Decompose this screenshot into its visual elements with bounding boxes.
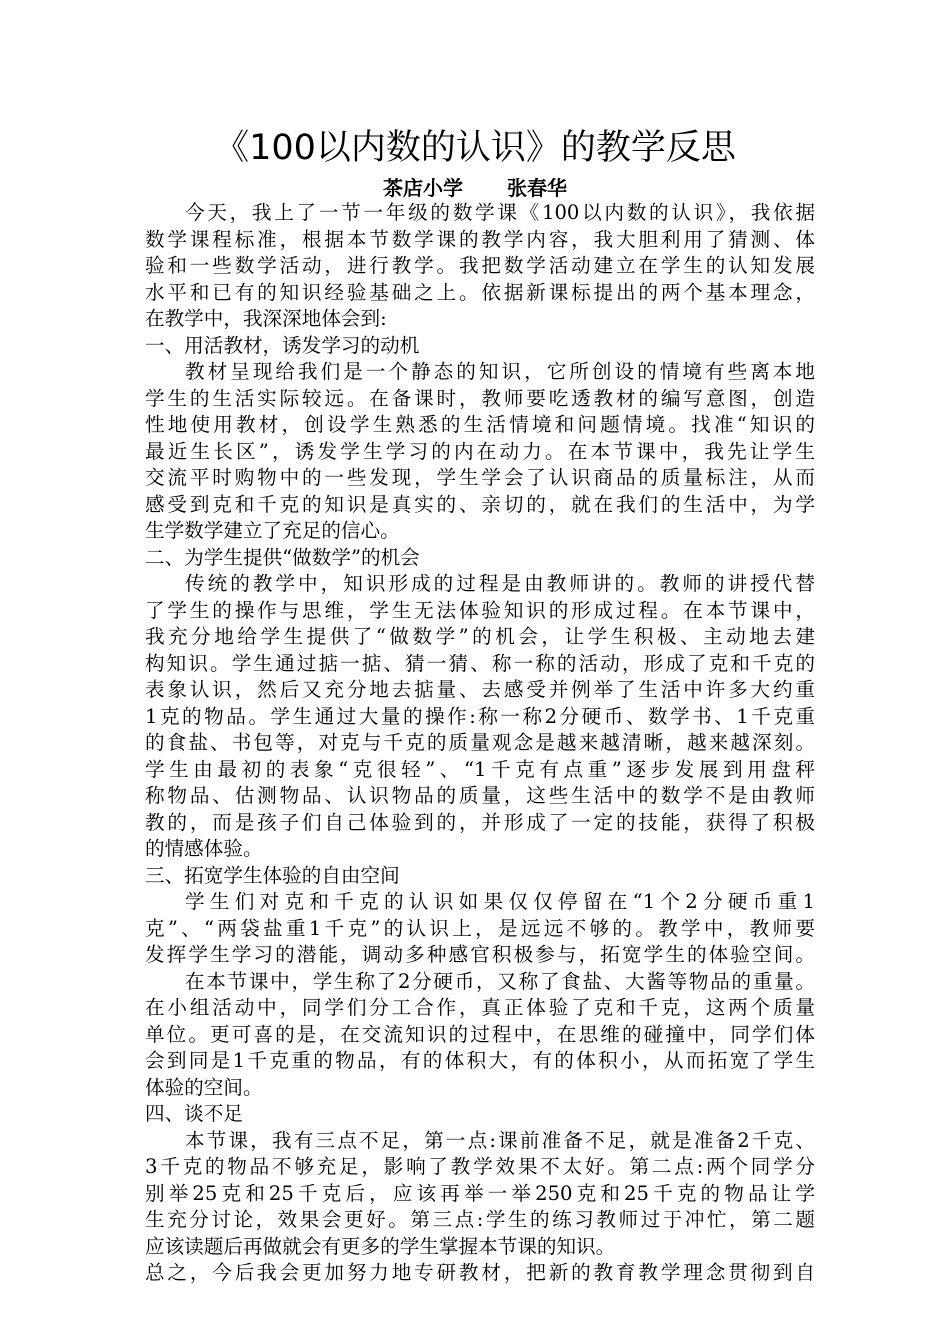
byline — [0, 175, 950, 201]
paragraph-line: 传统的教学中，知识形成的过程是由教师讲的。教师的讲授代替 — [185, 572, 815, 595]
paragraph-line: 总之，今后我会更加努力地专研教材，把新的教育教学理念贯彻到自 — [145, 1261, 815, 1284]
paragraph-line: 最近生长区”，诱发学生学习的内在动力。在本节课中，我先让学生 — [145, 439, 815, 463]
section-heading: 一、用活教材，诱发学习的动机 — [145, 333, 420, 357]
paragraph-line: 构知识。学生通过掂一掂、猜一猜、称一称的活动，形成了克和千克的 — [145, 651, 815, 675]
paragraph-line: 称物品、估测物品、认识物品的质量，这些生活中的数学不是由教师 — [145, 784, 815, 807]
paragraph-line: 学生由最初的表象“克很轻”、“1千克有点重”逐步发展到用盘秤 — [145, 757, 815, 781]
paragraph-line: 的食盐、书包等，对克与千克的质量观念是越来越清晰，越来越深刻。 — [145, 731, 815, 754]
paragraph-line: 发挥学生学习的潜能，调动多种感官积极参与，拓宽学生的体验空间。 — [145, 943, 815, 966]
paragraph-line: 数学课程标准，根据本节数学课的教学内容，我大胆利用了猜测、体 — [145, 227, 815, 251]
paragraph-line: 体验的空间。 — [145, 1075, 263, 1099]
paragraph-line: 学生的生活实际较远。在备课时，教师要吃透教材的编写意图，创造 — [145, 386, 815, 410]
paragraph-line: 1克的物品。学生通过大量的操作:称一称2分硬币、数学书、1千克重 — [145, 704, 815, 728]
document-body — [145, 200, 815, 1287]
paragraph-line: 会到同是1千克重的物品，有的体积大，有的体积小，从而拓宽了学生 — [145, 1049, 815, 1072]
paragraph-line: 教的，而是孩子们自己体验到的，并形成了一定的技能，获得了积极 — [145, 810, 815, 834]
document-title: 《100以内数的认识》的教学反思 — [214, 128, 736, 168]
paragraph-line: 的情感体验。 — [145, 837, 263, 860]
paragraph-line: 交流平时购物中的一些发现，学生学会了认识商品的质量标注，从而 — [145, 466, 815, 489]
paragraph-line: 教材呈现给我们是一个静态的知识，它所创设的情境有些离本地 — [185, 360, 815, 383]
paragraph-line: 表象认识，然后又充分地去掂量、去感受并例举了生活中许多大约重 — [145, 678, 815, 701]
paragraph-line: 单位。更可喜的是，在交流知识的过程中，在思维的碰撞中，同学们体 — [145, 1022, 815, 1046]
paragraph-line: 生充分讨论，效果会更好。第三点:学生的练习教师过于冲忙，第二题 — [145, 1208, 815, 1231]
paragraph-line: 在教学中，我深深地体会到: — [145, 307, 387, 330]
author-name: 张春华 — [507, 176, 567, 200]
paragraph-line: 我充分地给学生提供了“做数学”的机会，让学生积极、主动地去建 — [145, 625, 815, 648]
section-heading: 二、为学生提供“做数学”的机会 — [145, 545, 420, 569]
paragraph-line: 水平和已有的知识经验基础之上。依据新课标提出的两个基本理念， — [145, 280, 815, 304]
paragraph-line: 验和一些数学活动，进行教学。我把数学活动建立在学生的认知发展 — [145, 254, 815, 277]
paragraph-line: 学生们对克和千克的认识如果仅仅停留在“1个2分硬币重1 — [185, 890, 815, 913]
paragraph-line: 今天，我上了一节一年级的数学课《100以内数的认识》，我依据 — [185, 201, 815, 224]
paragraph-line: 别举25克和25千克后，应该再举一举250克和25千克的物品让学 — [145, 1181, 815, 1205]
section-heading: 三、拓宽学生体验的自由空间 — [145, 863, 400, 887]
paragraph-line: 性地使用教材，创设学生熟悉的生活情境和问题情境。找准“知识的 — [145, 413, 815, 436]
paragraph-line: 生学数学建立了充足的信心。 — [145, 519, 400, 542]
paragraph-line: 本节课，我有三点不足，第一点:课前准备不足，就是准备2千克、 — [185, 1128, 815, 1152]
paragraph-line: 在小组活动中，同学们分工合作，真正体验了克和千克，这两个质量 — [145, 996, 815, 1019]
paragraph-line: 在本节课中，学生称了2分硬币，又称了食盐、大酱等物品的重量。 — [185, 969, 815, 993]
school-name: 茶店小学 — [383, 176, 463, 200]
paragraph-line: 感受到克和千克的知识是真实的、亲切的，就在我们的生活中，为学 — [145, 492, 815, 516]
paragraph-line: 克”、“两袋盐重1千克”的认识上，是远远不够的。教学中，教师要 — [145, 916, 815, 940]
section-heading: 四、谈不足 — [145, 1102, 243, 1125]
paragraph-line: 应该读题后再做就会有更多的学生掌握本节课的知识。 — [145, 1234, 616, 1258]
paragraph-line: 3千克的物品不够充足，影响了教学效果不太好。第二点:两个同学分 — [145, 1155, 815, 1178]
paragraph-line: 了学生的操作与思维，学生无法体验知识的形成过程。在本节课中， — [145, 598, 815, 622]
